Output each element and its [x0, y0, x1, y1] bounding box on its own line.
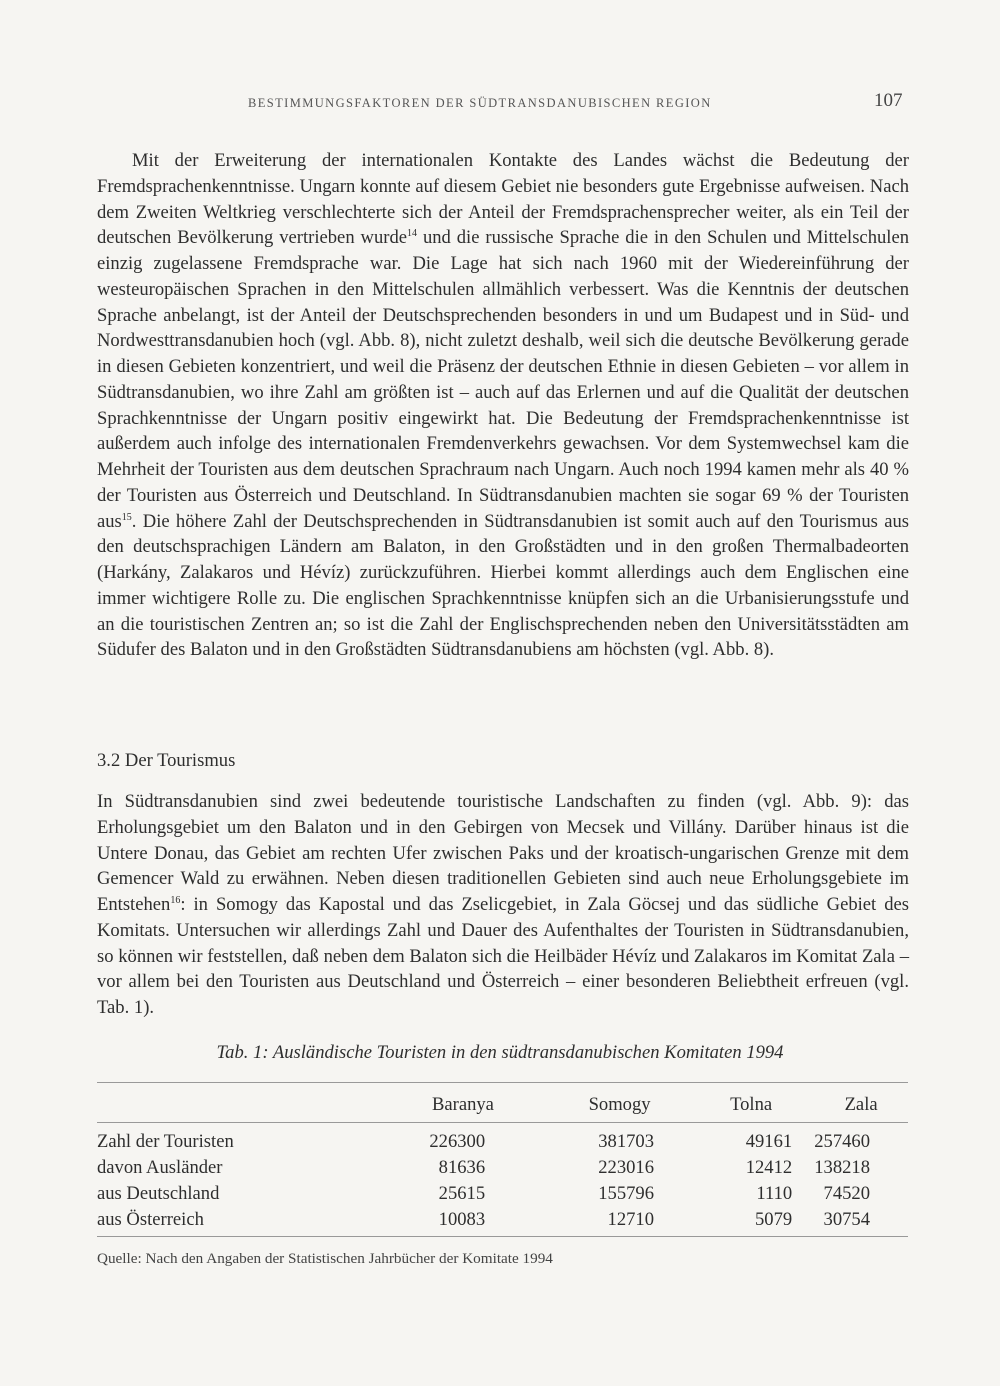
- row-label: Zahl der Touristen: [97, 1131, 234, 1152]
- footnote-marker[interactable]: 15: [121, 511, 132, 523]
- paragraph-text: In Südtransdanubien sind zwei bedeutende touristische Landschaften zu finden (vgl. Abb. 9): das Erholungsgebiet um den Balaton und in den Gebirgen von Mecsek und Villány. Darüber hinaus ist die Untere Donau, das Gebiet am rechten Ufer zwischen Paks und der kroatisch-ungarischen Grenze mit dem Gemencer Wald zu erwähnen. Neben diesen traditionellen Gebieten sind auch neue Erholungsgebiete im Entstehen: [97, 791, 909, 915]
- paragraph-text: und die russische Sprache die in den Schulen und Mittelschulen einzig zugelassene Fremdsprache war. Die Lage hat sich nach 1960 mit der Wiedereinführung der westeuropäischen Sprachen in den Mittelschulen allmählich verbessert. Was die Kenntnis der deutschen Sprache anbelangt, ist der Anteil der Deutschsprechenden besonders in und um Budapest und in Süd- und Nordwesttransdanubien hoch (vgl. Abb. 8), nicht zuletzt deshalb, weil sich die deutsche Bevölkerung gerade in diesen Gebieten konzentriert, und weil die Präsenz der deutschen Ethnie in diesen Gebieten – vor allem in Südtransdanubien, wo ihre Zahl am größten ist – auch auf das Erlernen und auf die Qualität der deutschen Sprachkenntnisse der Ungarn positiv eingewirkt hat. Die Bedeutung der Fremdsprachenkenntnisse ist außerdem auch infolge des internationalen Fremdenverkehrs gewachsen. Vor dem Systemwechsel kam die Mehrheit der Touristen aus dem deutschen Sprachraum nach Ungarn. Auch noch 1994 kamen mehr als 40 % der Touristen aus Österreich und Deutschland. In Südtransdanubien machten sie sogar 69 % der Touristen aus: [97, 227, 909, 532]
- row-label: davon Ausländer: [97, 1157, 223, 1178]
- table-cell: 5079: [755, 1209, 793, 1230]
- table-header-cell: Somogy: [588, 1094, 651, 1115]
- table-header-cell: [97, 1088, 375, 1122]
- running-head: BESTIMMUNGSFAKTOREN DER SÜDTRANSDANUBISCHEN REGION: [248, 96, 712, 110]
- table-rule-bottom: [97, 1236, 908, 1237]
- table-cell: 81636: [438, 1157, 486, 1178]
- table-cell: 138218: [814, 1157, 870, 1178]
- paragraph-text: : in Somogy das Kapostal und das Zselicgebiet, in Zala Göcsej und das südliche Gebiet des Komitats. Untersuchen wir allerdings Zahl und Dauer des Aufenthaltes der Touristen in Südtransdanubien, so können wir feststellen, daß neben dem Balaton sich die Heilbäder Hévíz und Zalakaros im Komitat Zala – vor allem bei den Touristen aus Deutschland und Österreich – einer besonderen Beliebtheit erfreuen (vgl. Tab. 1).: [97, 894, 909, 1018]
- table-cell: 12412: [745, 1157, 793, 1178]
- table-cell: 381703: [598, 1131, 655, 1152]
- table-cell: 10083: [438, 1209, 486, 1230]
- table-caption: Tab. 1: Ausländische Touristen in den südtransdanubischen Komitaten 1994: [216, 1042, 784, 1063]
- body-paragraph-2: [97, 789, 909, 1021]
- table-row: [97, 1207, 908, 1233]
- table-cell: 25615: [438, 1183, 486, 1204]
- page-number: 107: [874, 90, 903, 111]
- table-cell: 49161: [745, 1131, 793, 1152]
- body-paragraph-1: [97, 148, 909, 663]
- table-cell: 223016: [598, 1157, 655, 1178]
- table-rule-top: [97, 1082, 908, 1083]
- table-row: [97, 1122, 908, 1155]
- footnote-marker[interactable]: 14: [407, 228, 418, 240]
- table-row: [97, 1155, 908, 1181]
- table-cell: 155796: [598, 1183, 655, 1204]
- table-cell: 257460: [814, 1131, 870, 1152]
- tourist-table: [97, 1088, 908, 1233]
- table-header-cell: Tolna: [730, 1094, 773, 1115]
- footnote-marker[interactable]: 16: [170, 894, 181, 906]
- table-header-row: [97, 1088, 908, 1122]
- table-cell: 226300: [429, 1131, 486, 1152]
- row-label: aus Österreich: [97, 1209, 204, 1230]
- table-header-cell: Baranya: [431, 1094, 494, 1115]
- section-heading: 3.2 Der Tourismus: [97, 750, 236, 771]
- table-header-cell: Zala: [844, 1094, 878, 1115]
- table-cell: 30754: [823, 1209, 870, 1230]
- paragraph-text: Mit der Erweiterung der internationalen Kontakte des Landes wächst die Bedeutung der Fremdsprachenkenntnisse. Ungarn konnte auf diesem Gebiet nie besonders gute Ergebnisse aufweisen. Nach dem Zweiten Weltkrieg verschlechterte sich der Anteil der Fremdsprachensprecher weiter, als ein Teil der deutschen Bevölkerung vertrieben wurde: [97, 150, 909, 249]
- table-row: [97, 1181, 908, 1207]
- table-cell: 1110: [756, 1183, 793, 1204]
- table-source-note: Quelle: Nach den Angaben der Statistischen Jahrbücher der Komitate 1994: [97, 1250, 553, 1267]
- table-cell: 74520: [823, 1183, 870, 1204]
- row-label: aus Deutschland: [97, 1183, 220, 1204]
- table-cell: 12710: [607, 1209, 655, 1230]
- paragraph-text: . Die höhere Zahl der Deutschsprechenden in Südtransdanubien ist somit auch auf den Tourismus aus den deutschsprachigen Ländern am Balaton, in den Großstädten und in den großen Thermalbadeorten (Harkány, Zalakaros und Hévíz) zurückzuführen. Hierbei kommt allerdings auch dem Englischen eine immer wichtigere Rolle zu. Die englischen Sprachkenntnisse knüpfen sich an die Urbanisierungsstufe und an die touristischen Zentren an; so ist die Zahl der Englischsprechenden neben den Universitätsstädten am Südufer des Balaton und in den Großstädten Südtransdanubiens am höchsten (vgl. Abb. 8).: [97, 510, 909, 661]
